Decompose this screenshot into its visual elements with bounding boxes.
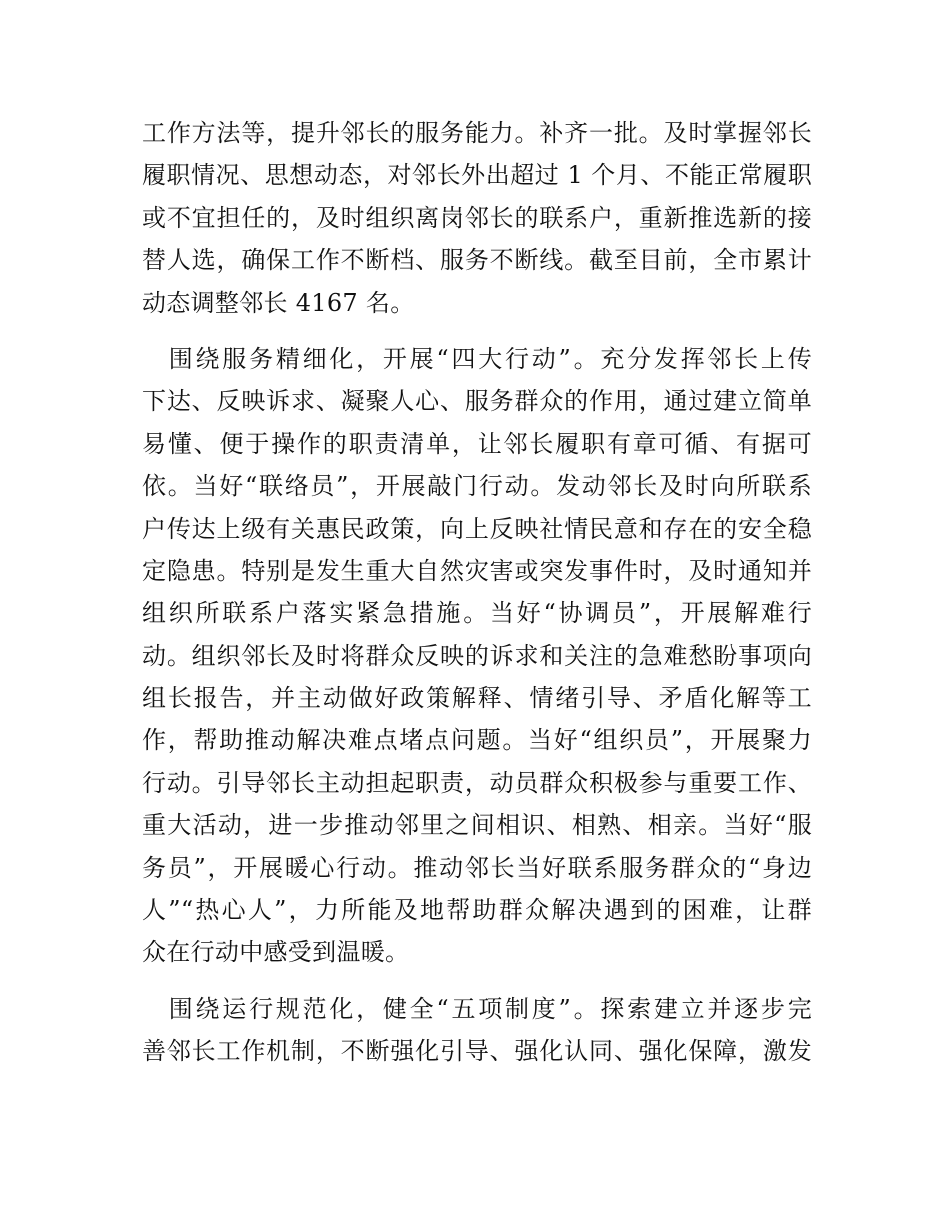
text-line: 动。组织邻长及时将群众反映的诉求和关注的急难愁盼事项向 [142, 641, 812, 670]
text-line: 善邻长工作机制，不断强化引导、强化认同、强化保障，激发 [142, 1037, 812, 1066]
text-line: 定隐患。特别是发生重大自然灾害或突发事件时，及时通知并 [142, 556, 812, 585]
text-line: 或不宜担任的，及时组织离岗邻长的联系户，重新推选新的接 [142, 203, 812, 232]
paragraph-3 [142, 988, 812, 1073]
text-line: 务员”，开展暖心行动。推动邻长当好联系服务群众的“身边 [142, 853, 812, 882]
text-line: 履职情况、思想动态，对邻长外出超过 1 个月、不能正常履职 [142, 161, 812, 190]
text-line: 行动。引导邻长主动担起职责，动员群众积极参与重要工作、 [142, 768, 812, 797]
text-line: 重大活动，进一步推动邻里之间相识、相熟、相亲。当好“服 [142, 811, 812, 840]
text-line: 动态调整邻长 4167 名。 [142, 288, 415, 317]
text-line: 人”“热心人”，力所能及地帮助群众解决遇到的困难，让群 [142, 896, 812, 925]
text-line: 围绕运行规范化，健全“五项制度”。探索建立并逐步完 [142, 994, 812, 1023]
text-line: 众在行动中感受到温暖。 [142, 938, 410, 967]
text-line: 易懂、便于操作的职责清单，让邻长履职有章可循、有据可 [142, 429, 812, 458]
text-line: 依。当好“联络员”，开展敲门行动。发动邻长及时向所联系 [142, 472, 812, 501]
text-line: 围绕服务精细化，开展“四大行动”。充分发挥邻长上传 [142, 344, 812, 373]
text-line: 作，帮助推动解决难点堵点问题。当好“组织员”，开展聚力 [142, 726, 812, 755]
paragraph-2 [142, 338, 812, 974]
text-line: 户传达上级有关惠民政策，向上反映社情民意和存在的安全稳 [142, 514, 812, 543]
text-line: 组织所联系户落实紧急措施。当好“协调员”，开展解难行 [142, 599, 812, 628]
text-line: 组长报告，并主动做好政策解释、情绪引导、矛盾化解等工 [142, 684, 812, 713]
document-body [142, 112, 812, 1087]
text-line: 替人选，确保工作不断档、服务不断线。截至目前，全市累计 [142, 246, 812, 275]
text-line: 下达、反映诉求、凝聚人心、服务群众的作用，通过建立简单 [142, 387, 812, 416]
paragraph-1 [142, 112, 812, 324]
text-line: 工作方法等，提升邻长的服务能力。补齐一批。及时掌握邻长 [142, 119, 812, 147]
